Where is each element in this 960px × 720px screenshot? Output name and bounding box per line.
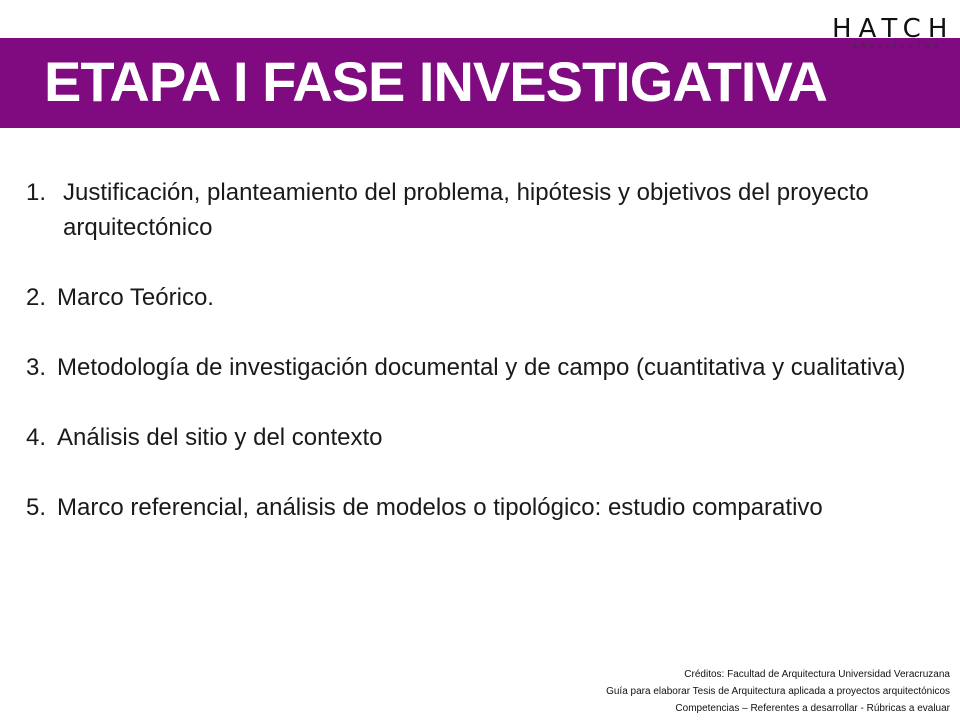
list-item-text: Análisis del sitio y del contexto (57, 424, 383, 451)
list-item (26, 175, 936, 245)
list-item (26, 280, 936, 315)
list-item-number: 2. (26, 284, 47, 311)
list-item-text: Justificación, planteamiento del problema, hipótesis y objetivos del proyecto arquitectónico (63, 179, 869, 241)
list-item-text: Marco Teórico. (57, 284, 214, 311)
hatch-logo (832, 14, 955, 50)
list-item-text: Marco referencial, análisis de modelos o tipológico: estudio comparativo (57, 494, 823, 521)
credits-line: Créditos: Facultad de Arquitectura Universidad Veracruzana (684, 669, 950, 680)
list-item (26, 350, 936, 385)
logo-subtitle: ARQUITECTOS (852, 43, 942, 50)
list-item (26, 490, 936, 525)
list-item (26, 420, 936, 455)
credits-line: Competencias – Referentes a desarrollar - Rúbricas a evaluar (675, 703, 950, 714)
stage-list (26, 175, 936, 560)
list-item-number: 5. (26, 494, 47, 521)
slide-title: ETAPA I FASE INVESTIGATIVA (44, 50, 827, 113)
logo-wordmark: HATCH (832, 14, 955, 44)
list-item-number: 4. (26, 424, 47, 451)
list-item-text: Metodología de investigación documental y de campo (cuantitativa y cualitativa) (57, 354, 906, 381)
list-item-number: 3. (26, 354, 47, 381)
list-item-number: 1. (26, 179, 47, 206)
credits (390, 666, 950, 717)
credits-line: Guía para elaborar Tesis de Arquitectura aplicada a proyectos arquitectónicos (606, 686, 950, 697)
